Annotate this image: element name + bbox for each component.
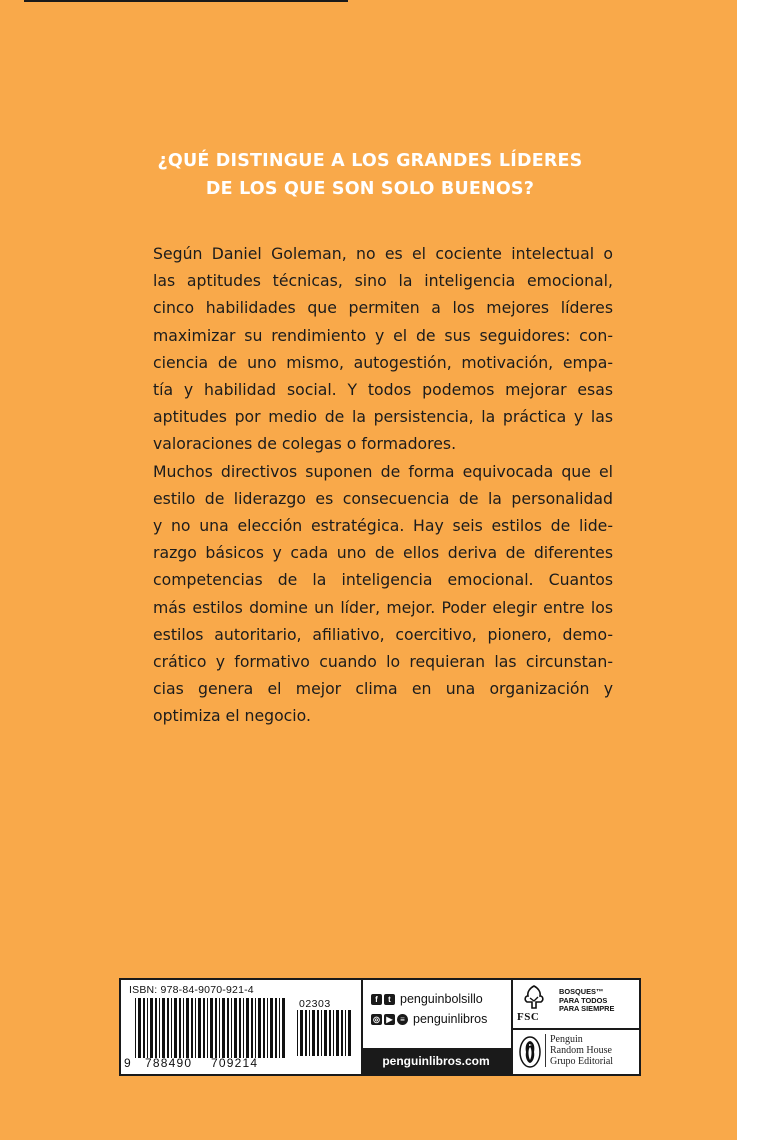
fsc-logo xyxy=(517,984,633,1024)
blurb-line: optimiza el negocio. xyxy=(153,706,311,726)
prh-line: Grupo Editorial xyxy=(550,1056,614,1067)
fsc-label: FSC xyxy=(517,1011,540,1023)
fsc-tree-icon xyxy=(521,984,547,1010)
cover-headline xyxy=(120,147,620,203)
twitter-icon: t xyxy=(384,994,395,1005)
blurb-text xyxy=(153,240,613,730)
blurb-line: aptitudes por medio de la persistencia, la práctica y las xyxy=(153,407,613,427)
social-row-2 xyxy=(371,1012,487,1026)
facebook-icon: f xyxy=(371,994,382,1005)
blurb-line: Muchos directivos suponen de forma equivocada que el xyxy=(153,461,613,481)
barcode-addon-number: 02303 xyxy=(299,998,331,1010)
barcode-digit-first: 9 xyxy=(124,1056,132,1070)
headline-line-1: ¿QUÉ DISTINGUE A LOS GRANDES LÍDERES xyxy=(157,151,583,171)
publisher-logos xyxy=(511,980,639,1074)
barcode-digits-left: 788490 xyxy=(145,1056,193,1070)
blurb-line: las aptitudes técnicas, sino la inteligencia emocional, xyxy=(153,271,613,291)
blurb-line: competencias de la inteligencia emocional. Cuantos xyxy=(153,570,613,590)
barcode-bars-icon xyxy=(135,998,287,1058)
prh-line: Random House xyxy=(550,1045,612,1056)
isbn-number: ISBN: 978-84-9070-921-4 xyxy=(129,984,254,996)
fsc-slogan xyxy=(559,988,614,1014)
social-row-1 xyxy=(371,992,483,1006)
logo-divider xyxy=(511,1028,639,1030)
prh-line: Penguin xyxy=(550,1034,583,1045)
social-handles xyxy=(361,980,513,1074)
blurb-line: razgo básicos y cada uno de ellos deriva de diferentes xyxy=(153,543,613,563)
blurb-line: cias genera el mejor clima en una organización y xyxy=(153,679,613,699)
blurb-line: estilo de liderazgo es consecuencia de la personalidad xyxy=(153,488,613,508)
blurb-line: valoraciones de colegas o formadores. xyxy=(153,434,457,454)
social-handle-libros: penguinlibros xyxy=(413,1012,488,1026)
barcode-digits-right: 709214 xyxy=(211,1056,259,1070)
prh-wordmark xyxy=(545,1034,613,1067)
barcode-addon-bars-icon xyxy=(297,1010,351,1056)
blurb-line: estilos autoritario, afiliativo, coercitivo, pionero, demo- xyxy=(153,624,613,644)
blurb-line: crático y formativo cuando lo requieran las circunstan- xyxy=(153,652,613,672)
isbn-barcode xyxy=(121,980,363,1074)
publisher-website: penguinlibros.com xyxy=(361,1048,511,1074)
instagram-icon: ◎ xyxy=(371,1014,382,1025)
blurb-line: maximizar su rendimiento y el de sus seguidores: con- xyxy=(153,325,613,345)
youtube-icon: ▶ xyxy=(384,1014,395,1025)
penguin-icon xyxy=(519,1036,541,1068)
blurb-line: ciencia de uno mismo, autogestión, motivación, empa- xyxy=(153,352,613,372)
blurb-line: cinco habilidades que permiten a los mejores líderes xyxy=(153,298,613,318)
fsc-slogan-line: BOSQUES™ xyxy=(559,987,604,996)
fsc-slogan-line: PARA SIEMPRE xyxy=(559,1004,615,1014)
social-handle-bolsillo: penguinbolsillo xyxy=(400,992,483,1006)
fsc-slogan-line: PARA TODOS xyxy=(559,995,608,1005)
headline-line-2: DE LOS QUE SON SOLO BUENOS? xyxy=(205,179,535,199)
penguin-random-house-logo xyxy=(519,1034,633,1070)
blurb-line: más estilos domine un líder, mejor. Poder elegir entre los xyxy=(153,597,613,617)
spotify-icon: ≡ xyxy=(397,1014,408,1025)
top-edge-line xyxy=(24,0,348,2)
blurb-line: y no una elección estratégica. Hay seis estilos de lide- xyxy=(153,516,613,536)
publisher-info-strip xyxy=(119,978,641,1076)
blurb-line: Según Daniel Goleman, no es el cociente intelectual o xyxy=(153,244,613,263)
blurb-line: tía y habilidad social. Y todos podemos mejorar esas xyxy=(153,380,613,400)
